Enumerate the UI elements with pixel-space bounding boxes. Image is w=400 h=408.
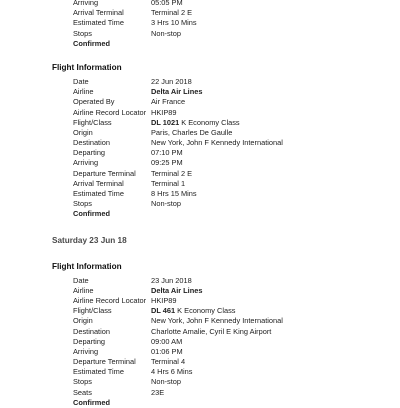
detail-label: Stops bbox=[73, 199, 92, 209]
detail-label: Origin bbox=[73, 127, 93, 137]
status-confirmed: Confirmed bbox=[73, 397, 110, 407]
flight-number: DL 1021 bbox=[151, 117, 180, 127]
detail-label: Departure Terminal bbox=[73, 357, 136, 367]
flight-class-value bbox=[151, 306, 236, 316]
detail-label: Arriving bbox=[73, 158, 99, 168]
detail-row-record-locator bbox=[0, 296, 400, 306]
detail-row-airline bbox=[0, 87, 400, 97]
detail-value: 09:00 AM bbox=[151, 336, 183, 346]
detail-value: Non-stop bbox=[151, 28, 181, 38]
detail-label: Flight/Class bbox=[73, 306, 112, 316]
detail-label: Arrival Terminal bbox=[73, 8, 124, 18]
detail-label: Stops bbox=[73, 28, 92, 38]
detail-row-arriving bbox=[0, 158, 400, 168]
detail-value: Charlotte Amalie, Cyril E King Airport bbox=[151, 326, 272, 336]
detail-row-flight-class bbox=[0, 118, 400, 128]
detail-value: New York, John F Kennedy International bbox=[151, 138, 283, 148]
status-row bbox=[0, 209, 400, 219]
detail-row-arrival-terminal bbox=[0, 179, 400, 189]
detail-label: Arriving bbox=[73, 346, 99, 356]
airline-name: Delta Air Lines bbox=[151, 87, 203, 97]
detail-row-date bbox=[0, 276, 400, 286]
detail-row-flight-class bbox=[0, 306, 400, 316]
detail-row-origin bbox=[0, 128, 400, 138]
detail-value: Air France bbox=[151, 97, 186, 107]
detail-label: Arriving bbox=[73, 0, 99, 7]
detail-row-stops bbox=[0, 29, 400, 39]
detail-label: Airline bbox=[73, 285, 94, 295]
detail-row-estimated-time bbox=[0, 18, 400, 28]
status-confirmed: Confirmed bbox=[73, 209, 110, 219]
detail-label: Departure Terminal bbox=[73, 168, 136, 178]
flight-number: DL 461 bbox=[151, 306, 176, 316]
section-heading-flight-information: Flight Information bbox=[52, 261, 122, 271]
detail-value: Non-stop bbox=[151, 377, 181, 387]
detail-label: Estimated Time bbox=[73, 18, 124, 28]
detail-label: Airline Record Locator bbox=[73, 295, 147, 305]
detail-row-stops bbox=[0, 377, 400, 387]
detail-row-destination bbox=[0, 327, 400, 337]
detail-label: Operated By bbox=[73, 97, 115, 107]
detail-row-arriving bbox=[0, 347, 400, 357]
detail-row-estimated-time bbox=[0, 367, 400, 377]
detail-label: Seats bbox=[73, 387, 92, 397]
detail-value: 3 Hrs 10 Mins bbox=[151, 18, 197, 28]
detail-row-seats bbox=[0, 388, 400, 398]
detail-row-airline bbox=[0, 286, 400, 296]
detail-value: 09:25 PM bbox=[151, 158, 183, 168]
detail-value: Paris, Charles De Gaulle bbox=[151, 127, 233, 137]
section-heading-flight-information: Flight Information bbox=[52, 62, 122, 72]
detail-value: 22 Jun 2018 bbox=[151, 76, 192, 86]
detail-label: Stops bbox=[73, 377, 92, 387]
detail-value: 07:10 PM bbox=[151, 148, 183, 158]
detail-value: Terminal 4 bbox=[151, 357, 186, 367]
detail-row-operated-by bbox=[0, 97, 400, 107]
detail-row-departing bbox=[0, 148, 400, 158]
fare-class: K Economy Class bbox=[175, 306, 236, 316]
detail-value: Terminal 2 E bbox=[151, 168, 193, 178]
detail-label: Origin bbox=[73, 316, 93, 326]
status-row bbox=[0, 39, 400, 49]
detail-label: Departing bbox=[73, 148, 106, 158]
record-locator-value: HKIP89 bbox=[151, 107, 177, 117]
detail-label: Departing bbox=[73, 336, 106, 346]
detail-row-departure-terminal bbox=[0, 357, 400, 367]
detail-row-origin bbox=[0, 316, 400, 326]
airline-name: Delta Air Lines bbox=[151, 285, 203, 295]
detail-row-date bbox=[0, 77, 400, 87]
detail-row-stops bbox=[0, 199, 400, 209]
detail-value: Non-stop bbox=[151, 199, 181, 209]
detail-label: Arrival Terminal bbox=[73, 178, 124, 188]
detail-value: Terminal 1 bbox=[151, 178, 186, 188]
detail-label: Estimated Time bbox=[73, 189, 124, 198]
fare-class: K Economy Class bbox=[179, 117, 240, 127]
day-heading: Saturday 23 Jun 18 bbox=[52, 235, 127, 245]
detail-value: 8 Hrs 15 Mins bbox=[151, 189, 197, 198]
seat-value: 23E bbox=[151, 387, 165, 397]
status-confirmed: Confirmed bbox=[73, 38, 110, 48]
detail-row-arriving bbox=[0, 0, 400, 8]
detail-row-departure-terminal bbox=[0, 169, 400, 179]
detail-label: Destination bbox=[73, 326, 110, 336]
detail-value: 05:05 PM bbox=[151, 0, 183, 7]
detail-label: Date bbox=[73, 275, 89, 285]
detail-row-record-locator bbox=[0, 108, 400, 118]
detail-label: Date bbox=[73, 76, 89, 86]
detail-value: Terminal 2 E bbox=[151, 8, 193, 18]
status-row bbox=[0, 398, 400, 408]
flight-class-value bbox=[151, 118, 240, 128]
detail-label: Estimated Time bbox=[73, 367, 124, 377]
detail-value: New York, John F Kennedy International bbox=[151, 316, 283, 326]
detail-row-arrival-terminal bbox=[0, 8, 400, 18]
detail-label: Flight/Class bbox=[73, 117, 112, 127]
detail-row-departing bbox=[0, 337, 400, 347]
detail-value: 01:06 PM bbox=[151, 346, 183, 356]
detail-label: Destination bbox=[73, 138, 110, 148]
detail-value: 23 Jun 2018 bbox=[151, 275, 192, 285]
detail-row-estimated-time bbox=[0, 189, 400, 199]
detail-label: Airline bbox=[73, 87, 94, 97]
detail-value: 4 Hrs 6 Mins bbox=[151, 367, 193, 377]
detail-row-destination bbox=[0, 138, 400, 148]
record-locator-value: HKIP89 bbox=[151, 295, 177, 305]
detail-label: Airline Record Locator bbox=[73, 107, 147, 117]
